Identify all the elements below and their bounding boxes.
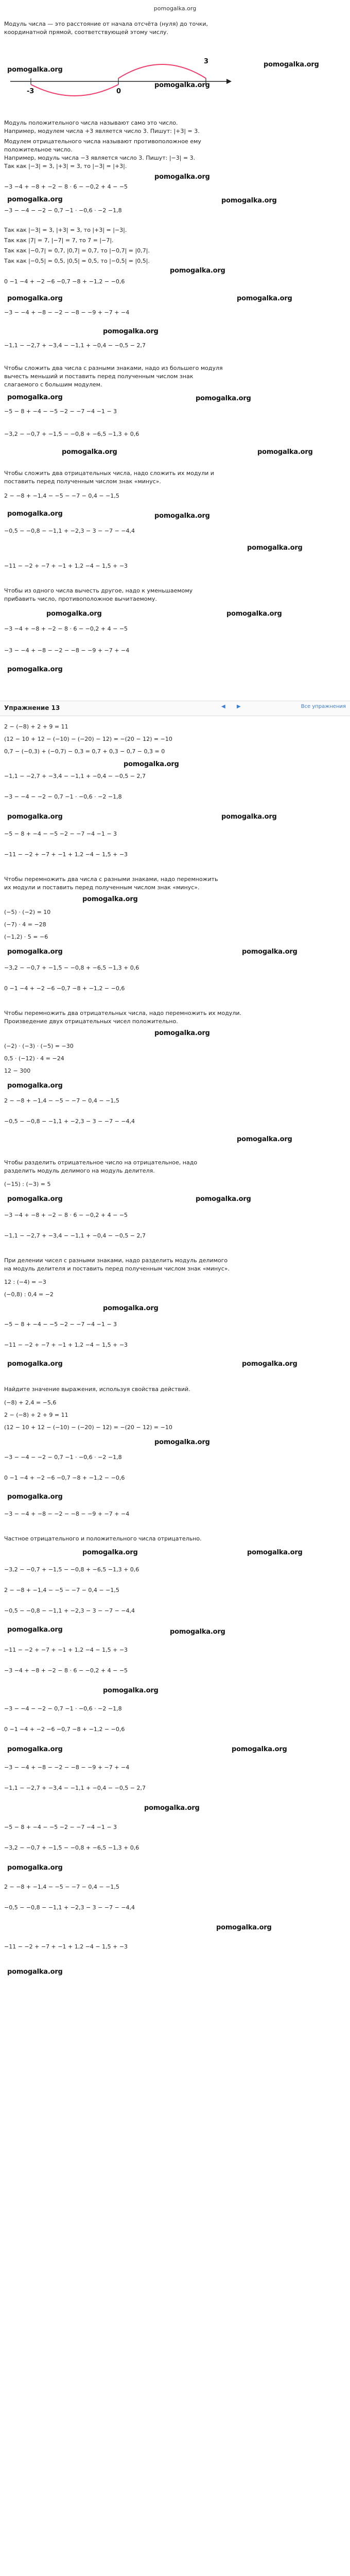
watermark: pomogalka.org	[144, 1804, 200, 1812]
site-header	[0, 0, 350, 18]
scatter-row: −1,1 − −2,7 + −3,4 − −1,1 + −0,4 − −0,5 − 2,7	[4, 773, 146, 779]
scatter-row: −3,2 − −0,7 + −1,5 − −0,8 + −6,5 −1,3 + 0,6	[4, 1844, 139, 1851]
watermark: pomogalka.org	[124, 760, 179, 768]
equation: 12 : (−4) = −3	[4, 1279, 46, 1285]
watermark: pomogalka.org	[82, 895, 138, 903]
text-b3: Модулем отрицательного числа называют противоположное ему	[4, 138, 201, 145]
exercise-title: Упражнение 13	[4, 704, 60, 711]
equation: (−2) · (−3) · (−5) = −30	[4, 1043, 74, 1049]
scatter-row: −1,1 − −2,7 + −3,4 − −1,1 + −0,4 − −0,5 − 2,7	[4, 342, 146, 349]
watermark: pomogalka.org	[196, 1195, 251, 1203]
text-b24: При делении чисел с разными знаками, надо разделить модуль делимого	[4, 1257, 228, 1264]
text-b12: вычесть меньший и поставить перед полученным числом знак	[4, 373, 194, 380]
watermark: pomogalka.org	[237, 295, 292, 302]
text-b25: на модуль делителя и поставить перед полученным числом знак «минус».	[4, 1265, 230, 1272]
text-b8: Так как |7| = 7, |−7| = 7, то 7 = |−7|.	[4, 237, 114, 244]
exercise-header	[0, 701, 350, 716]
equation: (12 − 10 + 12 − (−10) − (−20) − 12) = −(20 − 12) = −10	[4, 1424, 172, 1431]
watermark: pomogalka.org	[7, 196, 63, 204]
label-minus-three: -3	[27, 88, 34, 95]
scatter-row: −3 −4 + −8 + −2 − 8 · 6 − −0,2 + 4 − −5	[4, 183, 128, 190]
watermark: pomogalka.org	[242, 948, 297, 956]
prev-exercise-button[interactable]: ◀	[221, 704, 225, 709]
equation: (−15) : (−3) = 5	[4, 1181, 51, 1188]
scatter-row: −0,5 − −0,8 − −1,1 + −2,3 − 3 − −7 − −4,4	[4, 1607, 135, 1614]
text-b11: Чтобы сложить два числа с разными знаками, надо из большего модуля	[4, 365, 223, 371]
text-b13: слагаемого с большим модулем.	[4, 381, 102, 388]
scatter-row: −3 − −4 + −8 − −2 − −8 − −9 + −7 + −4	[4, 1511, 130, 1517]
scatter-row: −11 − −2 + −7 + −1 + 1,2 −4 − 1,5 + −3	[4, 1943, 128, 1950]
text-b21: Произведение двух отрицательных чисел положительно.	[4, 1018, 178, 1025]
watermark: pomogalka.org	[7, 295, 63, 302]
equation: 2 − (−8) + 2 + 9 = 11	[4, 1412, 68, 1418]
distance-arc-left	[31, 84, 118, 96]
scatter-row: −11 − −2 + −7 + −1 + 1,2 −4 − 1,5 + −3	[4, 851, 128, 858]
scatter-row: −3 − −4 − −2 − 0,7 −1 · −0,6 · −2 −1,8	[4, 1705, 122, 1712]
equation: 0,5 · (−12) · 4 = −24	[4, 1055, 64, 1062]
scatter-row: −3 −4 + −8 + −2 − 8 · 6 − −0,2 + 4 − −5	[4, 1212, 128, 1218]
scatter-row: −0,5 − −0,8 − −1,1 + −2,3 − 3 − −7 − −4,4	[4, 1118, 135, 1125]
scatter-row: −5 − 8 + −4 − −5 −2 − −7 −4 −1 − 3	[4, 408, 117, 415]
text-b9: Так как |−0,7| = 0,7, |0,7| = 0,7, то |−0,7| = |0,7|.	[4, 247, 150, 254]
text-b10: Так как |−0,5| = 0,5, |0,5| = 0,5, то |−0,5| = |0,5|.	[4, 258, 150, 264]
text-b2: Например, модулем числа +3 является число 3. Пишут: |+3| = 3.	[4, 128, 200, 134]
number-line	[0, 45, 350, 112]
equation: (12 − 10 + 12 − (−10) − (−20) − 12) = −(20 − 12) = −10	[4, 736, 172, 742]
scatter-row: −3 −4 + −8 + −2 − 8 · 6 − −0,2 + 4 − −5	[4, 625, 128, 632]
scatter-row: −3 − −4 − −2 − 0,7 −1 · −0,6 · −2 −1,8	[4, 793, 122, 800]
watermark: pomogalka.org	[7, 394, 63, 401]
scatter-row: −0,5 − −0,8 − −1,1 + −2,3 − 3 − −7 − −4,4	[4, 1904, 135, 1911]
watermark: pomogalka.org	[7, 1968, 63, 1976]
intro-line-2: координатной прямой, соответствующей этому числу.	[4, 29, 168, 36]
equation: (−7) · 4 = −28	[4, 921, 46, 928]
text-b17: прибавить число, противоположное вычитаемому.	[4, 596, 157, 602]
scatter-row: −3,2 − −0,7 + −1,5 − −0,8 + −6,5 −1,3 + 0,6	[4, 964, 139, 971]
all-exercises-link[interactable]: Все упражнения	[301, 704, 346, 709]
watermark: pomogalka.org	[82, 1549, 138, 1556]
watermark: pomogalka.org	[154, 173, 210, 181]
site-title[interactable]: pomogalka.org	[153, 5, 197, 12]
watermark: pomogalka.org	[103, 1687, 159, 1694]
text-b6: Так как |−3| = 3, |+3| = 3, то |−3| = |+3|.	[4, 163, 127, 170]
scatter-row: 2 − −8 + −1,4 − −5 − −7 − 0,4 − −1,5	[4, 1097, 119, 1104]
text-b23: разделить модуль делимого на модуль делителя.	[4, 1167, 155, 1174]
watermark: pomogalka.org	[7, 1493, 63, 1501]
label-three: 3	[204, 58, 208, 65]
watermark: pomogalka.org	[221, 197, 277, 205]
text-b18: Чтобы перемножить два числа с разными знаками, надо перемножить	[4, 876, 218, 883]
scatter-row: −0,5 − −0,8 − −1,1 + −2,3 − 3 − −7 − −4,4	[4, 528, 135, 534]
scatter-row: −3 − −4 + −8 − −2 − −8 − −9 + −7 + −4	[4, 647, 130, 654]
watermark: pomogalka.org	[221, 813, 277, 821]
text-b5: Например, модуль числа −3 является число 3. Пишут: |−3| = 3.	[4, 155, 196, 161]
watermark: pomogalka.org	[7, 1360, 63, 1368]
watermark: pomogalka.org	[103, 328, 159, 335]
watermark: pomogalka.org	[7, 510, 63, 518]
watermark: pomogalka.org	[242, 1360, 297, 1368]
scatter-row: −1,1 − −2,7 + −3,4 − −1,1 + −0,4 − −0,5 − 2,7	[4, 1232, 146, 1239]
text-b20: Чтобы перемножить два отрицательных числа, надо перемножить их модули.	[4, 1010, 241, 1016]
scatter-row: 0 −1 −4 + −2 −6 −0,7 −8 + −1,2 − −0,6	[4, 278, 125, 285]
scatter-row: −3 −4 + −8 + −2 − 8 · 6 − −0,2 + 4 − −5	[4, 1667, 128, 1674]
next-exercise-button[interactable]: ▶	[237, 704, 241, 709]
scatter-row: −5 − 8 + −4 − −5 −2 − −7 −4 −1 − 3	[4, 831, 117, 837]
watermark: pomogalka.org	[103, 1304, 159, 1312]
scatter-row: −11 − −2 + −7 + −1 + 1,2 −4 − 1,5 + −3	[4, 1647, 128, 1653]
watermark: pomogalka.org	[247, 544, 303, 552]
scatter-row: −11 − −2 + −7 + −1 + 1,2 −4 − 1,5 + −3	[4, 563, 128, 569]
scatter-row: −3 − −4 + −8 − −2 − −8 − −9 + −7 + −4	[4, 309, 130, 316]
scatter-row: −5 − 8 + −4 − −5 −2 − −7 −4 −1 − 3	[4, 1824, 117, 1831]
intro-line-1: Модуль числа — это расстояние от начала отсчёта (нуля) до точки,	[4, 21, 208, 27]
equation: (−1,2) · 5 = −6	[4, 934, 48, 940]
equation: (−5) · (−2) = 10	[4, 909, 51, 916]
scatter-row: 2 − −8 + −1,4 − −5 − −7 − 0,4 − −1,5	[4, 1587, 119, 1594]
watermark: pomogalka.org	[196, 395, 251, 402]
distance-arc-right	[118, 64, 206, 78]
scatter-row: −5 − 8 + −4 − −5 −2 − −7 −4 −1 − 3	[4, 1321, 117, 1328]
watermark: pomogalka.org	[154, 1438, 210, 1446]
watermark: pomogalka.org	[216, 1924, 272, 1931]
scatter-row: −3,2 − −0,7 + −1,5 − −0,8 + −6,5 −1,3 + 0,6	[4, 431, 139, 437]
watermark: pomogalka.org	[247, 1549, 303, 1556]
watermark: pomogalka.org	[257, 448, 313, 456]
equation: (−0,8) : 0,4 = −2	[4, 1291, 54, 1298]
equation: 0,7 − (−0,3) + (−0,7) − 0,3 = 0,7 + 0,3 − 0,7 − 0,3 = 0	[4, 748, 165, 755]
scatter-row: −3 − −4 − −2 − 0,7 −1 · −0,6 · −2 −1,8	[4, 207, 122, 214]
watermark: pomogalka.org	[7, 66, 63, 74]
text-b4: положительное число.	[4, 146, 73, 153]
scatter-row: 0 −1 −4 + −2 −6 −0,7 −8 + −1,2 − −0,6	[4, 1475, 125, 1481]
watermark: pomogalka.org	[237, 1136, 292, 1143]
text-b15: поставить перед полученным числом знак «минус».	[4, 478, 161, 485]
scatter-row: −11 − −2 + −7 + −1 + 1,2 −4 − 1,5 + −3	[4, 1342, 128, 1348]
watermark: pomogalka.org	[7, 1082, 63, 1090]
text-b7: Так как |−3| = 3, |+3| = 3, то |+3| = |−3|.	[4, 227, 127, 233]
arrow-right-icon	[226, 79, 232, 84]
scatter-row: −3 − −4 − −2 − 0,7 −1 · −0,6 · −2 −1,8	[4, 1454, 122, 1461]
scatter-row: −3,2 − −0,7 + −1,5 − −0,8 + −6,5 −1,3 + 0,6	[4, 1566, 139, 1573]
scatter-row: 0 −1 −4 + −2 −6 −0,7 −8 + −1,2 − −0,6	[4, 985, 125, 992]
watermark: pomogalka.org	[7, 948, 63, 956]
watermark: pomogalka.org	[226, 610, 282, 618]
watermark: pomogalka.org	[7, 1626, 63, 1634]
text-b14: Чтобы сложить два отрицательных числа, надо сложить их модули и	[4, 470, 214, 477]
text-b26: Найдите значение выражения, используя свойства действий.	[4, 1386, 190, 1393]
text-b1: Модуль положительного числа называют само это число.	[4, 120, 178, 126]
watermark: pomogalka.org	[154, 1029, 210, 1037]
watermark: pomogalka.org	[7, 1745, 63, 1753]
equation: 12 − 300	[4, 1067, 31, 1074]
scatter-row: 2 − −8 + −1,4 − −5 − −7 − 0,4 − −1,5	[4, 1884, 119, 1890]
text-b27: Частное отрицательного и положительного числа отрицательно.	[4, 1535, 202, 1542]
equation: 2 − (−8) + 2 + 9 = 11	[4, 723, 68, 730]
text-b16: Чтобы из одного числа вычесть другое, надо к уменьшаемому	[4, 587, 193, 594]
watermark: pomogalka.org	[7, 1195, 63, 1203]
text-b19: их модули и поставить перед полученным числом знак «минус».	[4, 884, 200, 891]
watermark: pomogalka.org	[232, 1745, 287, 1753]
scatter-row: −1,1 − −2,7 + −3,4 − −1,1 + −0,4 − −0,5 − 2,7	[4, 1785, 146, 1791]
watermark: pomogalka.org	[170, 267, 225, 275]
watermark: pomogalka.org	[154, 81, 210, 89]
watermark: pomogalka.org	[62, 448, 117, 456]
scatter-row: −3 − −4 + −8 − −2 − −8 − −9 + −7 + −4	[4, 1764, 130, 1771]
watermark: pomogalka.org	[170, 1628, 225, 1636]
label-zero: 0	[116, 88, 121, 95]
watermark: pomogalka.org	[7, 813, 63, 821]
equation: (−8) + 2,4 = −5,6	[4, 1399, 57, 1406]
scatter-row: 2 − −8 + −1,4 − −5 − −7 − 0,4 − −1,5	[4, 493, 119, 499]
watermark: pomogalka.org	[264, 61, 319, 69]
watermark: pomogalka.org	[46, 610, 102, 618]
text-b22: Чтобы разделить отрицательное число на отрицательное, надо	[4, 1159, 198, 1166]
scatter-row: 0 −1 −4 + −2 −6 −0,7 −8 + −1,2 − −0,6	[4, 1726, 125, 1733]
watermark: pomogalka.org	[7, 666, 63, 673]
watermark: pomogalka.org	[7, 1864, 63, 1872]
watermark: pomogalka.org	[154, 512, 210, 520]
